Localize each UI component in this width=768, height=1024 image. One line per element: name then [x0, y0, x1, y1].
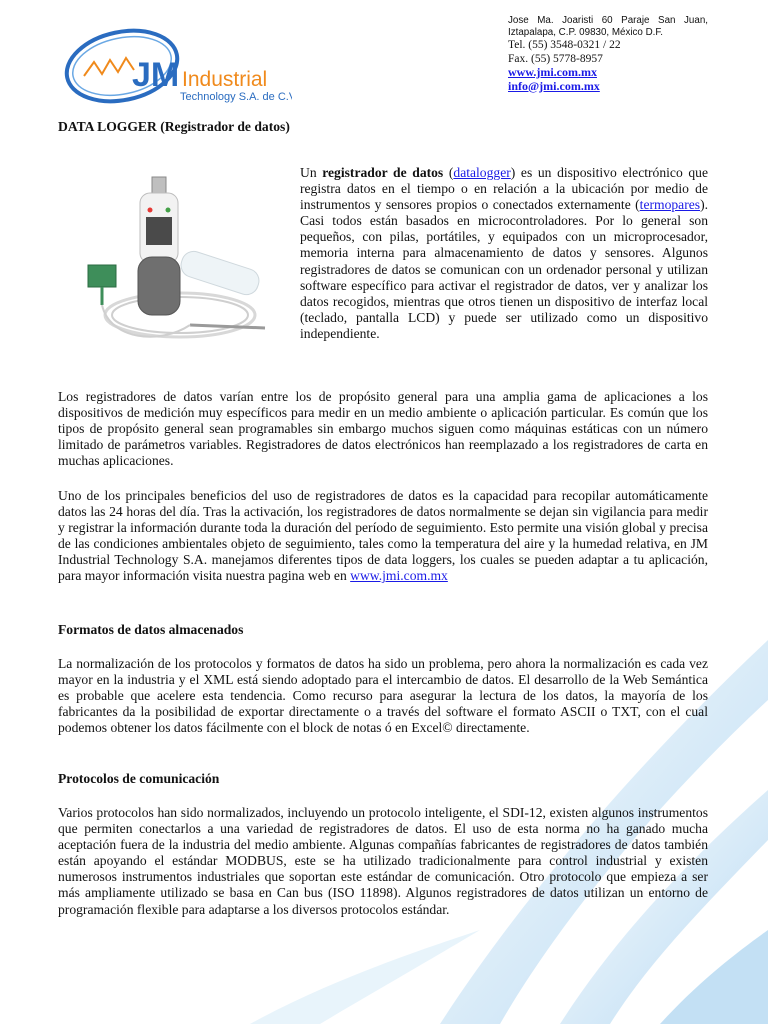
address-line-2: Iztapalapa, C.P. 09830, México D.F.	[508, 27, 664, 38]
paragraph-3	[58, 488, 708, 585]
phone: Tel. (55) 3548-0321 / 22	[508, 39, 621, 51]
website-link[interactable]: www.jmi.com.mx	[508, 65, 597, 79]
heading-formats: Formatos de datos almacenados	[58, 622, 244, 637]
paragraph-3-text: Uno de los principales beneficios del uso de registradores de datos es la capacidad para recopilar automáticamente datos las 24 horas del día. Tras la activación, los registradores de datos normalmente se dejan sin vigilancia para medir y registrar la información durante toda la duración del período de seguimiento. Esto permite una visión global y precisa de las condiciones ambientales objeto de seguimiento, tales como la temperatura del aire y la humedad relativa, en JM Industrial Technology S.A. manejamos diferentes tipos de data loggers, los cuales se pueden adaptar a tu aplicación, para mayor información visita nuestra pagina web en	[58, 488, 708, 584]
intro-paragraph	[300, 165, 708, 342]
data-logger-device-image	[80, 165, 270, 365]
intro-text-b: ). Casi todos están basados en microcontroladores. Por lo general son pequeños, con pilas, portátiles, y equipados con un microprocesador, memoria interna para almacenamiento de datos y sensores. Algunos registradores de datos se comunican con un ordenador personal y utilizan software específico para activar el registrador de datos, ver y analizar los datos recogidos, mientras que otros tienen un dispositivo de interfaz local (teclado, pantalla LCD) y puede ser utilizado como un dispositivo independiente.	[300, 197, 708, 341]
contact-info	[508, 15, 708, 93]
termopares-link[interactable]: termopares	[639, 197, 701, 213]
intro-text-a: ) es un dispositivo electrónico que registra datos en el tiempo o en relación a la ubicación por medio de instrumentos y sensores propios o conectados externamente (	[300, 165, 708, 213]
company-logo	[62, 18, 292, 108]
svg-text:JM: JM	[132, 56, 180, 94]
email-link[interactable]: info@jmi.com.mx	[508, 78, 600, 93]
intro-lead: Un	[300, 165, 323, 180]
svg-text:Technology S.A. de C.V.: Technology S.A. de C.V.	[180, 91, 292, 103]
svg-text:Industrial: Industrial	[182, 68, 268, 91]
heading-protocols: Protocolos de comunicación	[58, 771, 220, 786]
fax: Fax. (55) 5778-8957	[508, 52, 603, 65]
paragraph-2: Los registradores de datos varían entre los de propósito general para una amplia gama de aplicaciones a los dispositivos de medición muy específicos para medir en un medio ambiente o aplicación particular. Es común que los tipos de propósito general sean programables sin embargo muchos siguen como máquinas estáticas con un número limitado de parámetros variables. Registradores de datos electrónicos han reemplazado a los registradores de carta en muchas aplicaciones.	[58, 389, 708, 469]
intro-bold-term: registrador de datos	[322, 165, 444, 180]
intro-open-paren: (	[443, 165, 454, 180]
document-title: DATA LOGGER (Registrador de datos)	[58, 119, 290, 134]
paragraph-4: La normalización de los protocolos y formatos de datos ha sido un problema, pero ahora la normalización es cada vez mayor en la industria y el XML está siendo adoptado para el intercambio de datos. El desarrollo de la Web Semántica es probable que acelere esta tendencia. Como recurso para asegurar la lectura de los datos, la mayoría de los fabricantes da la posibilidad de exportar directamente o a través del software el formato ASCII o TXT, con el cual podemos obtener los datos fácilmente con el block de notas ó en Excel© directamente.	[58, 656, 708, 736]
website-link-body[interactable]: www.jmi.com.mx	[350, 568, 448, 584]
address-line-1: Jose Ma. Joaristi 60 Paraje San Juan,	[508, 15, 708, 26]
datalogger-link[interactable]: datalogger	[453, 165, 511, 180]
paragraph-5: Varios protocolos han sido normalizados, incluyendo un protocolo inteligente, el SDI-12, existen algunos instrumentos que permiten conectarlos a una variedad de registradores de datos. El uso de esta norma no ha ganado mucha aceptación fuera de la industria del medio ambiente. Algunas compañías fabricantes de registradores de datos también están apoyando el estándar MODBUS, este se ha utilizado tradicionalmente para control industrial y existen numerosos instrumentos industriales que soportan este estándar de comunicación. Otro protocolo que empieza a ser más ampliamente utilizado se basa en Can bus (ISO 11898). Algunos registradores de datos utilizan un entorno de programación flexible para adaptarse a los diversos protocolos estándar.	[58, 805, 708, 917]
